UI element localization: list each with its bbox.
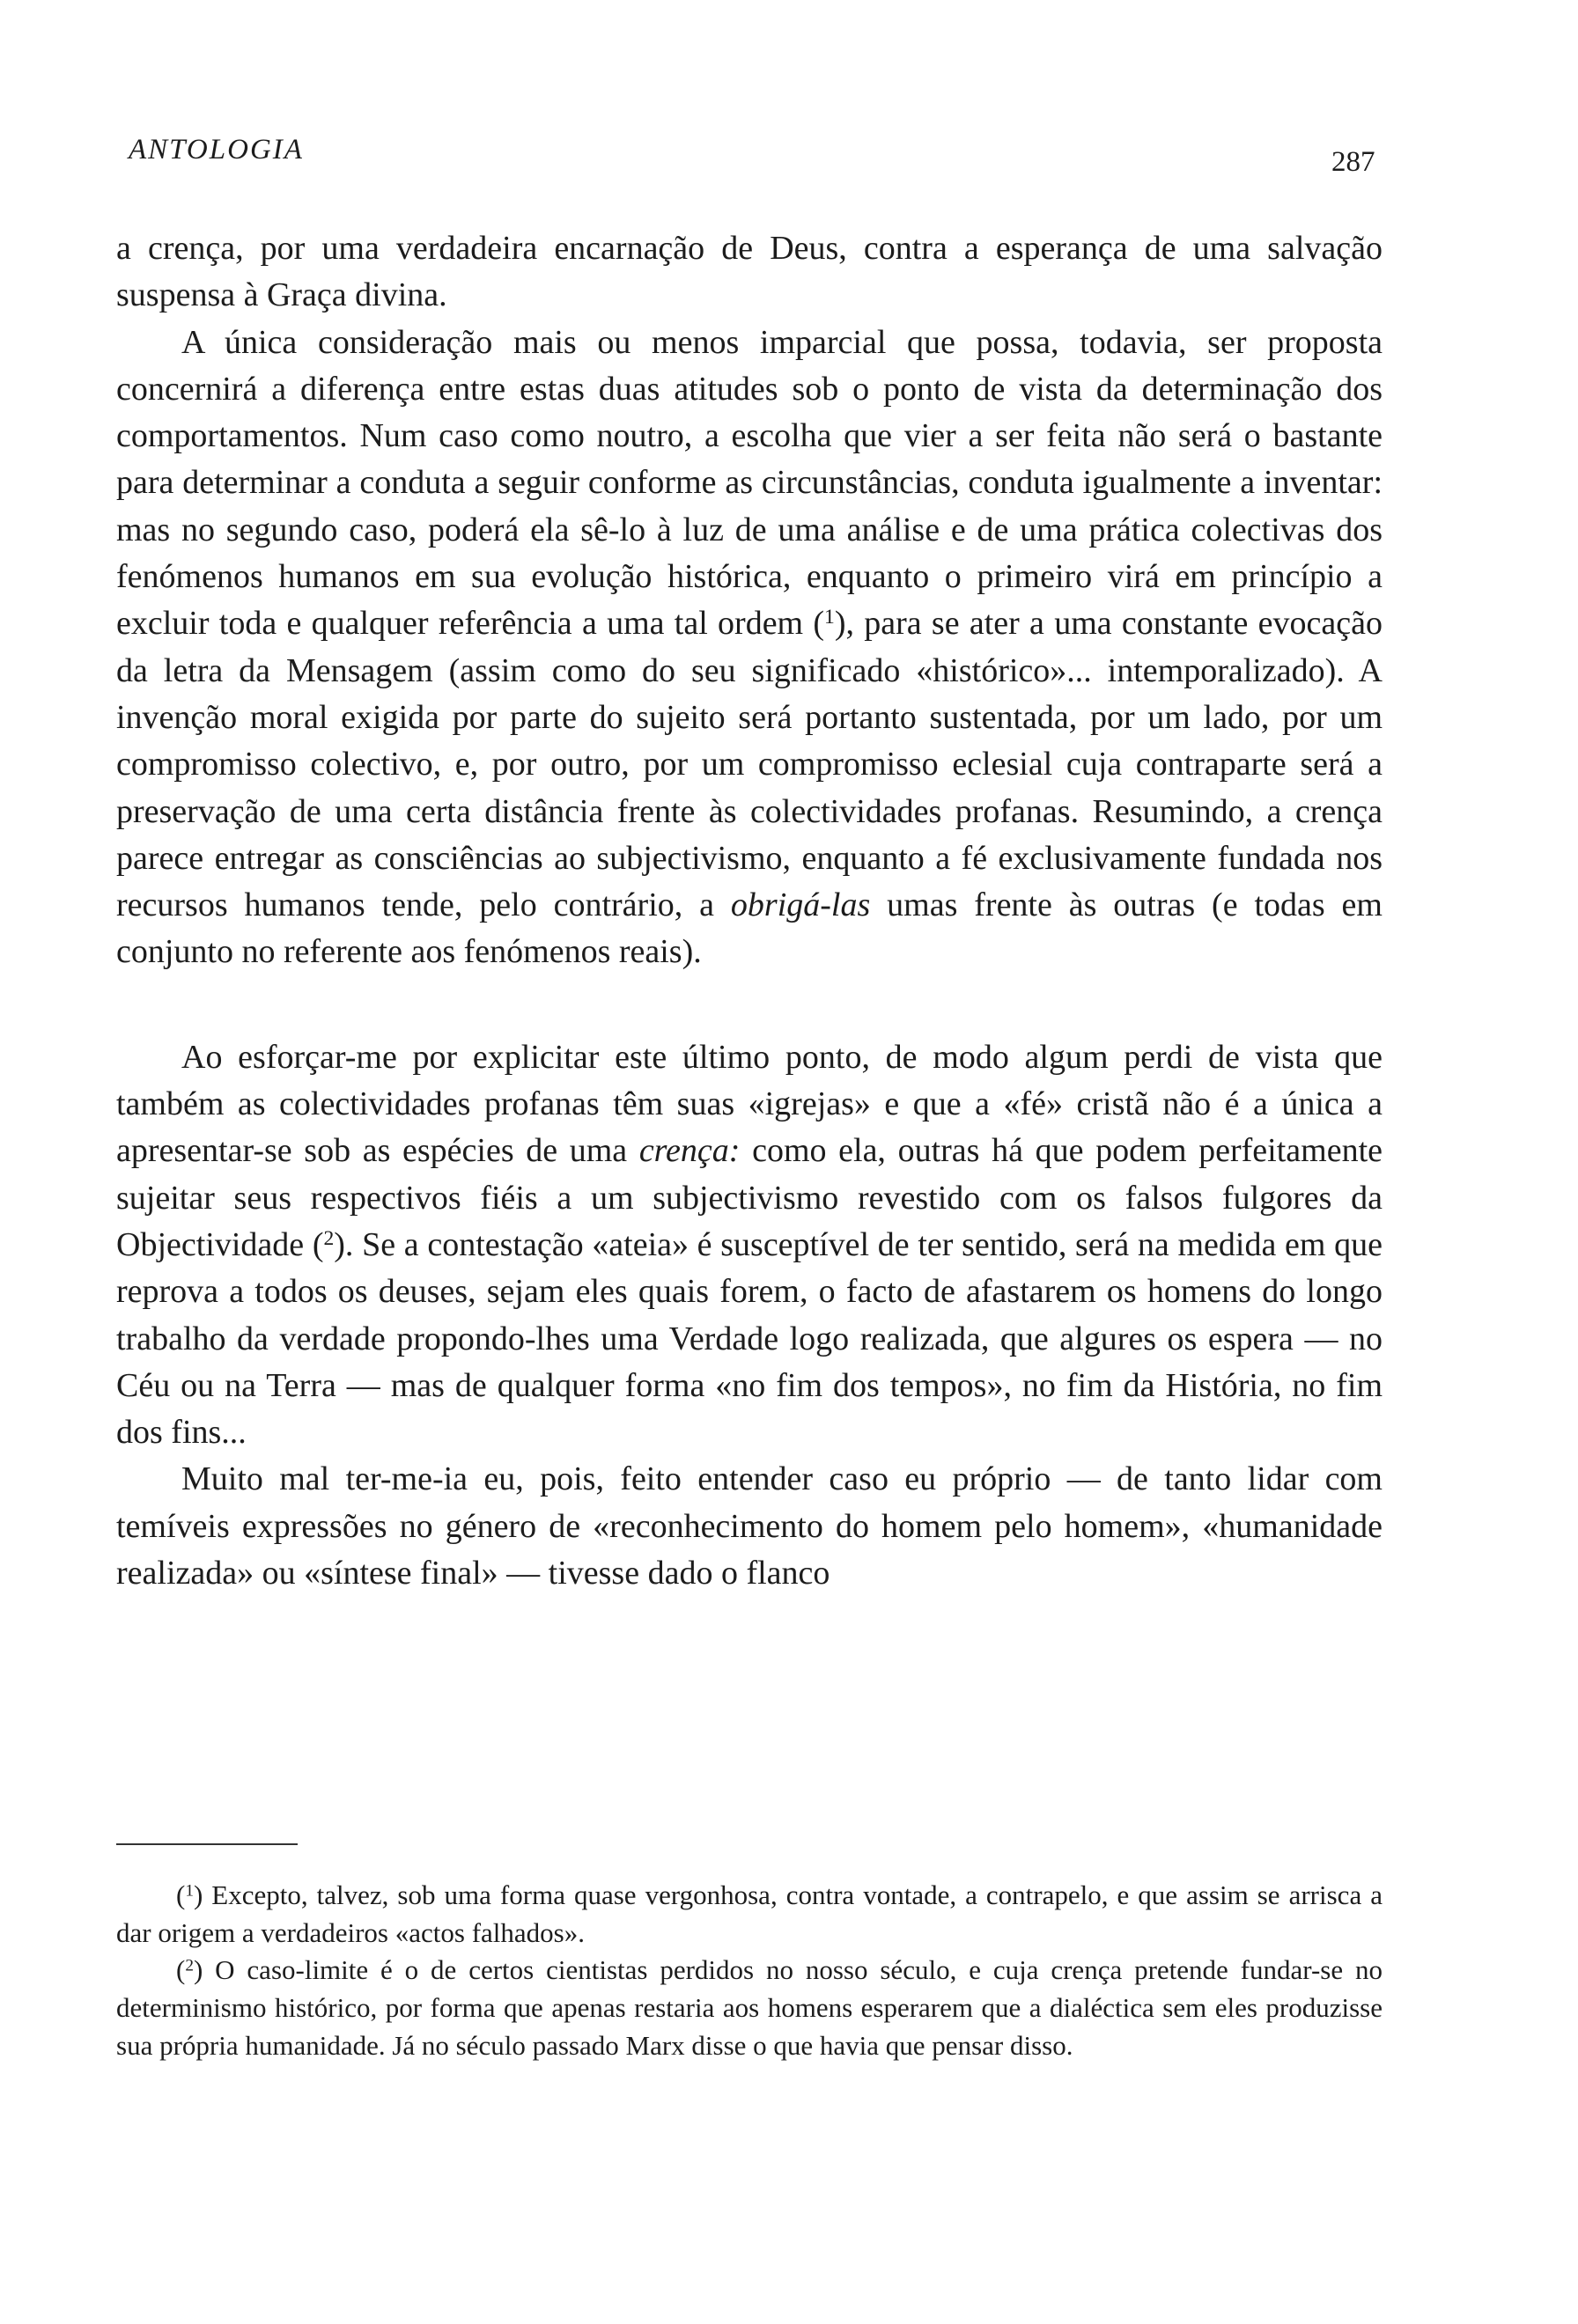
- footnotes: [116, 1877, 1383, 2065]
- text-run: Muito mal ter-me-ia eu, pois, feito entender caso eu próprio — de tanto lidar com temíveis expressões no género de «reconhecimento do homem pelo homem», «humanidade realizada» ou «síntese final» — tivesse dado o flanco: [116, 1460, 1383, 1592]
- text-run: como ela, outras há que podem perfeitamente sujeitar seus respectivos fiéis a um subjectivismo revestido com os falsos fulgores da Objectividade (: [116, 1132, 1383, 1263]
- footnote: ($^2$) O caso-limite é o de certos cientistas perdidos no nosso século, e cuja crença pretende fundar-se no determinismo histórico, por forma que apenas restaria aos homens esperarem que a dialéctica sem eles produzisse sua própria humanidade. Já no século passado Marx disse o que havia que pensar disso.: [116, 1954, 1383, 2061]
- emphasis-text: obrigá-las: [730, 886, 871, 924]
- text-run: a crença, por uma verdadeira encarnação de Deus, contra a esperança de uma salvação suspensa à Graça divina.: [116, 230, 1383, 314]
- footnote: ($^1$) Excepto, talvez, sob uma forma quase vergonhosa, contra vontade, a contrapelo, e que assim se arrisca a dar origem a verdadeiros «actos falhados».: [116, 1879, 1383, 1948]
- text-run: ). Se a contestação «ateia» é susceptível de ter sentido, será na medida em que reprova a todos os deuses, sejam eles quais forem, o facto de afastarem os homens do longo trabalho da verdade propondo-lhes uma Verdade logo realizada, que algures os espera — no Céu ou na Terra — mas de qualquer forma «no fim dos tempos», no fim da História, no fim dos fins...: [116, 1225, 1383, 1452]
- footnote-marker: 2: [185, 1956, 194, 1975]
- emphasis-text: crença:: [638, 1132, 741, 1170]
- footnote-divider: [116, 1843, 298, 1845]
- footnote-text: O caso-limite é o de certos cientistas perdidos no nosso século, e cuja crença pretende fundar-se no determinismo histórico, por forma que apenas restaria aos homens esperarem que a dialéctica sem eles produzisse sua própria humanidade. Já no século passado Marx disse o que havia que pensar disso.: [116, 1954, 1383, 2061]
- body-text: [116, 225, 1383, 1597]
- paragraph: [116, 1034, 1383, 1457]
- running-head: ANTOLOGIA: [129, 134, 304, 165]
- text-run: A única consideração mais ou menos imparcial que possa, todavia, ser proposta concernirá a diferença entre estas duas atitudes sob o ponto de vista da determinação dos comportamentos. Num caso como noutro, a escolha que vier a ser feita não será o bastante para determinar a conduta a seguir conforme as circunstâncias, conduta igualmente a inventar: mas no segundo caso, poderá ela sê-lo à luz de uma análise e de uma prática colectivas dos fenómenos humanos em sua evolução histórica, enquanto o primeiro virá em princípio a excluir toda e qualquer referência a uma tal ordem (: [116, 323, 1383, 643]
- page-number: 287: [1331, 146, 1375, 178]
- paragraph: [116, 320, 1383, 976]
- footnote-marker: 1: [185, 1881, 194, 1901]
- footnote-reference: 1: [824, 606, 835, 629]
- text-run: ), para se ater a uma constante evocação da letra da Mensagem (assim como do seu significado «histórico»... intemporalizado). A invenção moral exigida por parte do sujeito será portanto sustentada, por um lado, por um compromisso colectivo, e, por outro, por um compromisso eclesial cuja contraparte será a preservação de uma certa distância frente às colectividades profanas. Resumindo, a crença parece entregar as consciências ao subjectivismo, enquanto a fé exclusivamente fundada nos recursos humanos tende, pelo contrário, a: [116, 605, 1383, 924]
- footnote-text: Excepto, talvez, sob uma forma quase vergonhosa, contra vontade, a contrapelo, e que assim se arrisca a dar origem a verdadeiros «actos falhados».: [116, 1879, 1383, 1948]
- paragraph: [116, 225, 1383, 320]
- text-run: umas frente às outras (e todas em conjunto no referente aos fenómenos reais).: [116, 886, 1383, 971]
- paragraph: [116, 1456, 1383, 1597]
- text-run: Ao esforçar-me por explicitar este último ponto, de modo algum perdi de vista que também as colectividades profanas têm suas «igrejas» e que a «fé» cristã não é a única a apresentar-se sob as espécies de uma: [116, 1038, 1383, 1170]
- footnote-reference: 2: [323, 1227, 335, 1251]
